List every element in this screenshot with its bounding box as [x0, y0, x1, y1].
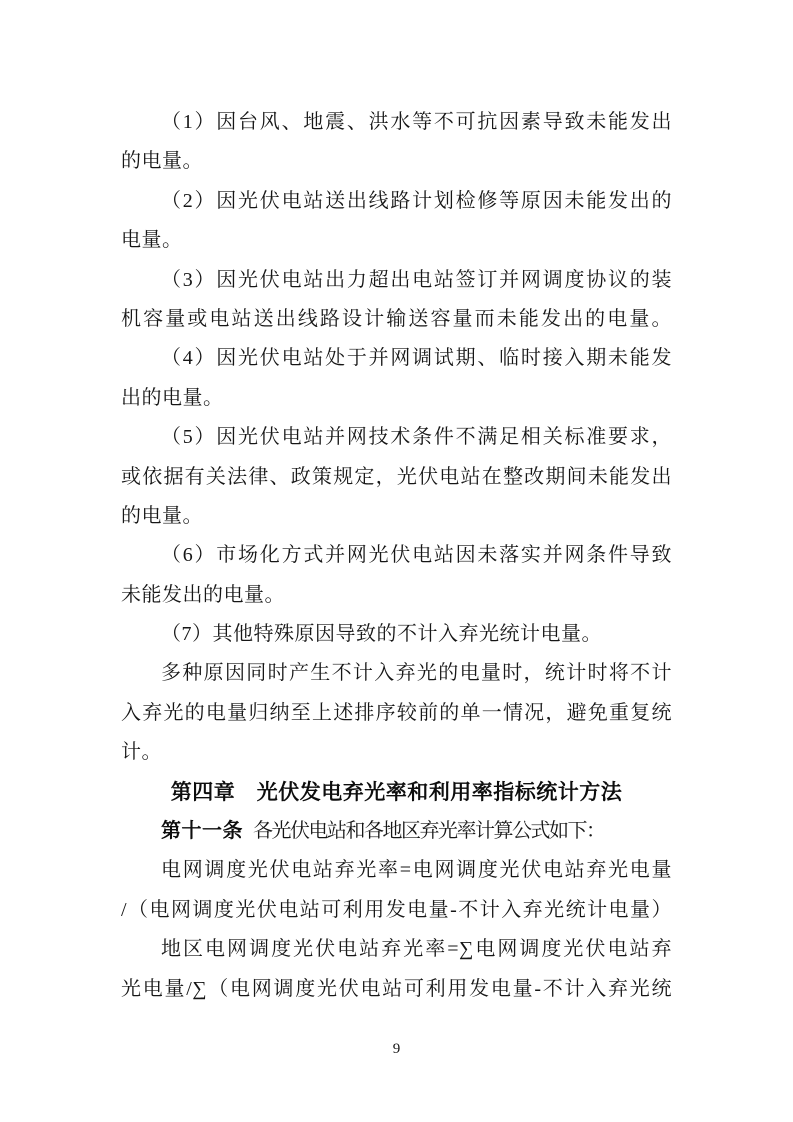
body-text-line: 出的电量。 — [121, 386, 224, 409]
body-text-line: 或依据有关法律、政策规定，光伏电站在整改期间未能发出 — [121, 465, 672, 488]
page-number: 9 — [392, 1041, 401, 1057]
article-number: 第十一条 — [161, 820, 243, 843]
body-text-line: （2）因光伏电站送出线路计划检修等原因未能发出的 — [161, 189, 672, 212]
body-text-line: （6）市场化方式并网光伏电站因未落实并网条件导致 — [161, 544, 672, 567]
body-text-line: （5）因光伏电站并网技术条件不满足相关标准要求， — [161, 426, 672, 449]
body-text-line: 的电量。 — [121, 150, 203, 173]
body-text-line: （3）因光伏电站出力超出电站签订并网调度协议的装 — [161, 268, 672, 291]
formula-line: 电网调度光伏电站弃光率=电网调度光伏电站弃光电量 — [161, 859, 672, 882]
body-text-line: 计。 — [121, 741, 162, 764]
body-text-line: 入弃光的电量归纳至上述排序较前的单一情况，避免重复统 — [121, 701, 672, 724]
body-text-line: 的电量。 — [121, 504, 203, 527]
body-text-line: 电量。 — [121, 229, 183, 252]
body-text-line: 机容量或电站送出线路设计输送容量而未能发出的电量。 — [121, 307, 672, 330]
article-line — [121, 812, 672, 851]
chapter-heading: 第四章 光伏发电弃光率和利用率指标统计方法 — [170, 780, 623, 804]
body-text-line: （1）因台风、地震、洪水等不可抗因素导致未能发出 — [161, 111, 672, 133]
article-text: 各光伏电站和各地区弃光率计算公式如下： — [253, 820, 605, 843]
body-text-line: 多种原因同时产生不计入弃光的电量时，统计时将不计 — [161, 662, 672, 685]
formula-line: /（电网调度光伏电站可利用发电量-不计入弃光统计电量） — [121, 898, 672, 921]
body-text-line: （7）其他特殊原因导致的不计入弃光统计电量。 — [161, 623, 602, 646]
body-text-line: 未能发出的电量。 — [121, 583, 285, 606]
formula-line: 光电量/∑（电网调度光伏电站可利用发电量-不计入弃光统 — [121, 977, 672, 1000]
body-text-line: （4）因光伏电站处于并网调试期、临时接入期未能发 — [161, 347, 672, 370]
formula-line: 地区电网调度光伏电站弃光率=∑电网调度光伏电站弃 — [161, 938, 672, 961]
text-block — [121, 103, 672, 1009]
